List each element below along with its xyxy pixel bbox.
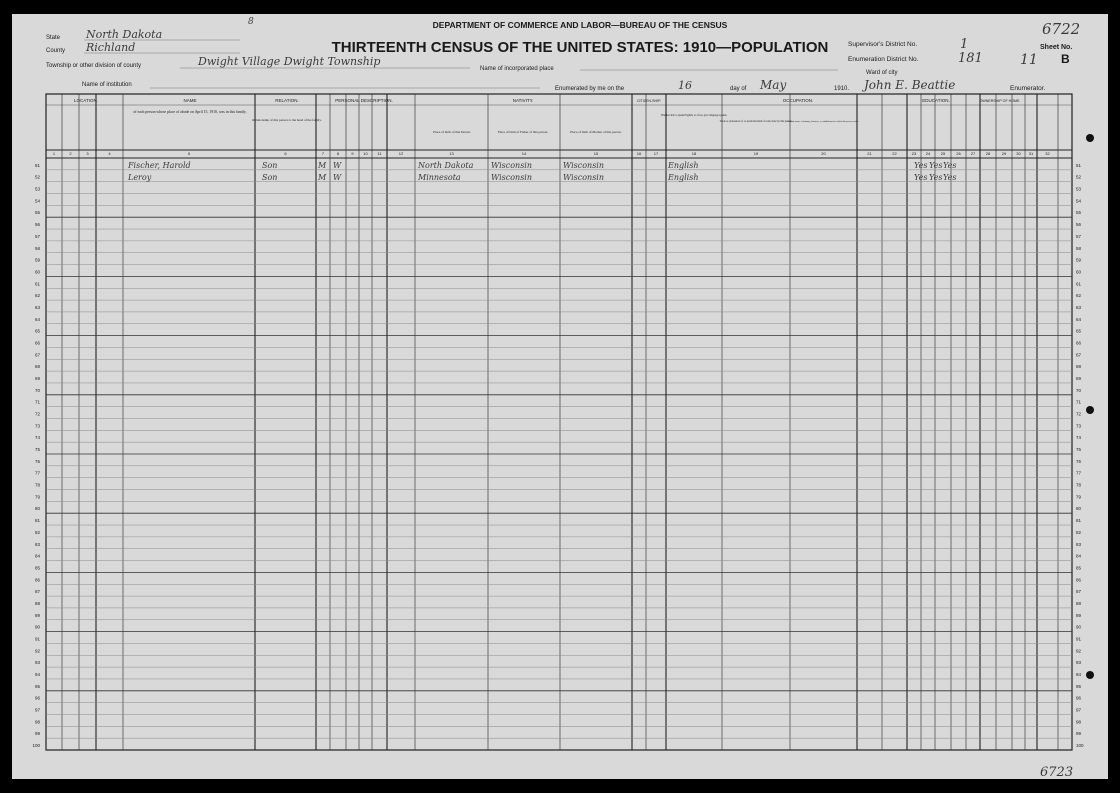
column-number: 25 — [940, 151, 946, 156]
row-number-right: 89 — [1076, 612, 1082, 618]
sheet-value: 11 — [1020, 52, 1038, 68]
department-title: DEPARTMENT OF COMMERCE AND LABOR—BUREAU OF THE CENSUS — [432, 20, 728, 30]
row-number-left: 64 — [34, 316, 40, 322]
row-number-right: 98 — [1076, 719, 1082, 725]
row-number-right: 93 — [1076, 660, 1082, 666]
row-number-left: 90 — [34, 624, 40, 630]
row-number-left: 59 — [34, 257, 40, 263]
row-number-left: 73 — [34, 423, 40, 429]
row-number-right: 52 — [1076, 174, 1082, 180]
supervisor-value: 1 — [960, 37, 969, 52]
row-number-left: 98 — [34, 719, 40, 725]
supervisor-label: Supervisor's District No. — [848, 41, 918, 48]
entry-mother-birthplace: Wisconsin — [563, 161, 605, 171]
entry-race: W — [333, 172, 342, 182]
row-number-left: 95 — [34, 683, 40, 689]
row-number-right: 84 — [1076, 553, 1082, 559]
row-number-left: 77 — [34, 470, 40, 476]
row-number-right: 96 — [1076, 695, 1082, 701]
entry-education-b: Yes — [929, 172, 943, 182]
row-number-left: 72 — [34, 411, 40, 417]
entry-language: English — [668, 161, 699, 171]
bottom-number: 6723 — [1040, 765, 1074, 780]
row-number-right: 77 — [1076, 470, 1082, 476]
row-number-right: 66 — [1076, 340, 1082, 346]
row-number-left: 88 — [34, 600, 40, 606]
column-number: 31 — [1028, 151, 1034, 156]
enumeration-value: 181 — [958, 51, 983, 66]
row-number-left: 92 — [34, 648, 40, 654]
row-number-right: 92 — [1076, 648, 1082, 654]
row-number-left: 70 — [34, 387, 40, 393]
row-number-right: 75 — [1076, 447, 1082, 453]
group-ownership: OWNERSHIP OF HOME. — [979, 99, 1021, 103]
row-number-right: 55 — [1076, 210, 1082, 216]
enumerated-day: 16 — [678, 79, 692, 92]
column-number: 20 — [821, 151, 826, 156]
month-value: May — [760, 78, 787, 92]
column-number: 4 — [108, 151, 111, 156]
row-number-right: 85 — [1076, 565, 1082, 571]
row-number-right: 65 — [1076, 328, 1082, 334]
entry-education-b: Yes — [929, 161, 943, 171]
group-personal: PERSONAL DESCRIPTION. — [335, 98, 393, 103]
row-number-right: 83 — [1076, 541, 1082, 547]
row-number-left: 54 — [34, 198, 40, 204]
column-number: 17 — [653, 151, 659, 156]
row-number-right: 76 — [1076, 458, 1082, 464]
row-number-left: 83 — [34, 541, 40, 547]
institution-label: Name of institution — [82, 82, 132, 88]
birth-father-column-desc: Place of birth of Father of this person. — [497, 130, 549, 134]
row-number-left: 79 — [34, 494, 40, 500]
row-number-left: 89 — [34, 612, 40, 618]
row-number-left: 56 — [34, 222, 40, 228]
corner-mark: 8 — [248, 17, 254, 27]
enumerator-name: John E. Beattie — [864, 78, 956, 92]
column-number: 23 — [911, 151, 917, 156]
row-number-left: 91 — [34, 636, 40, 642]
row-number-right: 53 — [1076, 186, 1082, 192]
row-number-left: 78 — [34, 482, 40, 488]
column-number: 10 — [363, 151, 368, 156]
row-number-right: 54 — [1076, 198, 1082, 204]
row-number-left: 96 — [34, 695, 40, 701]
group-occupation: OCCUPATION. — [782, 98, 814, 103]
entry-education-a: Yes — [914, 172, 928, 182]
row-number-right: 61 — [1076, 281, 1082, 287]
entry-education-a: Yes — [914, 161, 928, 171]
column-number: 11 — [377, 151, 382, 156]
township-label: Township or other division of county — [46, 63, 142, 69]
row-number-left: 76 — [34, 458, 40, 464]
row-number-left: 80 — [34, 506, 40, 512]
row-number-right: 79 — [1076, 494, 1082, 500]
column-number: 28 — [985, 151, 991, 156]
entry-birthplace: Minnesota — [418, 172, 461, 182]
row-number-right: 82 — [1076, 529, 1082, 535]
row-number-right: 59 — [1076, 257, 1082, 263]
row-number-right: 91 — [1076, 636, 1082, 642]
row-number-right: 63 — [1076, 304, 1082, 310]
row-number-right: 95 — [1076, 683, 1082, 689]
row-number-left: 99 — [34, 731, 40, 737]
entry-birthplace: North Dakota — [418, 161, 474, 171]
column-number: 15 — [593, 151, 599, 156]
corner-number: 6722 — [1042, 20, 1081, 38]
row-number-left: 75 — [34, 447, 40, 453]
column-number: 21 — [867, 151, 872, 156]
punch-hole-top — [1086, 134, 1094, 142]
column-number: 7 — [321, 151, 325, 156]
trade-column-desc: Trade or profession of, or particular kind of work done by this person. — [719, 120, 793, 123]
row-number-left: 87 — [34, 589, 40, 595]
row-number-left: 86 — [34, 577, 40, 583]
row-number-left: 66 — [34, 340, 40, 346]
column-number: 24 — [925, 151, 931, 156]
row-number-right: 72 — [1076, 411, 1082, 417]
row-number-left: 97 — [34, 707, 40, 713]
county-label: County — [46, 48, 66, 54]
column-number: 6 — [284, 151, 287, 156]
row-number-right: 99 — [1076, 731, 1082, 737]
entry-education-c: Yes — [943, 161, 957, 171]
row-number-left: 61 — [34, 281, 40, 287]
row-number-left: 82 — [34, 529, 40, 535]
row-number-right: 62 — [1076, 293, 1082, 299]
group-name: NAME — [183, 98, 197, 103]
incorporated-label: Name of incorporated place — [480, 66, 554, 72]
row-number-right: 78 — [1076, 482, 1082, 488]
column-number: 14 — [521, 151, 527, 156]
group-nativity: NATIVITY. — [512, 98, 534, 103]
row-number-left: 81 — [34, 518, 40, 524]
entry-mother-birthplace: Wisconsin — [563, 172, 605, 182]
row-number-right: 60 — [1076, 269, 1082, 275]
punch-hole-middle — [1086, 406, 1094, 414]
column-number: 12 — [398, 151, 404, 156]
row-number-left: 55 — [34, 210, 40, 216]
punch-hole-bottom — [1086, 671, 1094, 679]
row-number-right: 64 — [1076, 316, 1082, 322]
group-relation: RELATION. — [275, 98, 299, 103]
row-number-left: 93 — [34, 660, 40, 666]
row-number-left: 71 — [34, 399, 40, 405]
row-number-right: 58 — [1076, 245, 1082, 251]
township-value: Dwight Village Dwight Township — [198, 55, 381, 68]
group-citizenship: CITIZEN-SHIP. — [636, 99, 662, 103]
column-number: 22 — [892, 151, 897, 156]
row-number-left: 62 — [34, 293, 40, 299]
row-number-left: 60 — [34, 269, 40, 275]
entry-education-c: Yes — [943, 172, 957, 182]
row-number-right: 57 — [1076, 233, 1082, 239]
column-number: 9 — [351, 151, 354, 156]
row-number-right: 80 — [1076, 506, 1082, 512]
row-number-left: 84 — [34, 553, 40, 559]
name-column-desc: of each person whose place of abode on April 15, 1910, was in this family. — [133, 110, 247, 114]
row-number-right: 56 — [1076, 222, 1082, 228]
row-number-left: 67 — [34, 352, 40, 358]
language-column-desc: Whether able to speak English; or, if not, give language spoken. — [660, 114, 728, 117]
row-number-right: 87 — [1076, 589, 1082, 595]
birth-mother-column-desc: Place of birth of Mother of this person. — [570, 130, 622, 134]
entry-race: W — [333, 161, 342, 171]
column-number: 5 — [187, 151, 191, 156]
column-number: 29 — [1001, 151, 1007, 156]
row-number-left: 100 — [32, 743, 40, 749]
entry-name: Leroy — [128, 172, 152, 182]
column-number: 32 — [1045, 151, 1050, 156]
group-education: EDUCATION. — [922, 98, 950, 103]
column-number: 13 — [449, 151, 454, 156]
day-of-label: day of — [730, 86, 747, 92]
column-number: 16 — [636, 151, 642, 156]
row-number-left: 69 — [34, 376, 40, 381]
birth-person-column-desc: Place of birth of this Person. — [433, 130, 471, 134]
enumerator-label: Enumerator. — [1010, 85, 1046, 92]
row-number-left: 74 — [34, 435, 40, 441]
entry-sex: M — [318, 172, 327, 182]
column-number: 2 — [69, 151, 72, 156]
row-number-right: 67 — [1076, 352, 1082, 358]
entry-name: Fischer, Harold — [128, 161, 191, 171]
ward-label: Ward of city — [866, 70, 898, 76]
census-title: THIRTEENTH CENSUS OF THE UNITED STATES: 1910—POPULATION — [331, 39, 829, 56]
entry-father-birthplace: Wisconsin — [491, 172, 533, 182]
year-value: 1910. — [834, 86, 850, 92]
entry-relation: Son — [262, 161, 278, 171]
entry-language: English — [668, 172, 699, 182]
row-number-right: 97 — [1076, 707, 1082, 713]
column-number: 27 — [970, 151, 976, 156]
enumerated-label: Enumerated by me on the — [555, 86, 625, 92]
row-number-right: 94 — [1076, 672, 1082, 677]
row-number-right: 88 — [1076, 600, 1082, 606]
column-number: 30 — [1016, 151, 1021, 156]
entry-father-birthplace: Wisconsin — [491, 161, 533, 171]
row-number-left: 65 — [34, 328, 40, 334]
relation-column-desc: Relationship of this person to the head of the family. — [252, 118, 322, 122]
row-number-right: 100 — [1076, 743, 1084, 749]
column-number: 19 — [753, 151, 759, 156]
row-number-left: 85 — [34, 565, 40, 571]
column-number: 3 — [86, 151, 89, 156]
sheet-label: Sheet No. — [1040, 44, 1073, 51]
row-number-left: 57 — [34, 233, 40, 239]
row-number-left: 63 — [34, 304, 40, 310]
row-number-left: 52 — [34, 174, 40, 180]
entry-sex: M — [318, 161, 327, 171]
column-number: 8 — [336, 151, 340, 156]
column-number: 18 — [691, 151, 697, 156]
row-number-right: 90 — [1076, 624, 1082, 630]
row-number-right: 74 — [1076, 435, 1082, 441]
county-value: Richland — [86, 41, 136, 54]
state-value: North Dakota — [86, 28, 163, 41]
sheet-side: B — [1061, 52, 1070, 66]
row-number-left: 94 — [34, 672, 40, 677]
row-number-right: 69 — [1076, 376, 1082, 381]
row-number-left: 68 — [34, 364, 40, 370]
row-number-left: 51 — [34, 162, 40, 168]
row-number-right: 51 — [1076, 162, 1082, 168]
enumeration-label: Enumeration District No. — [848, 56, 919, 63]
row-number-left: 58 — [34, 245, 40, 251]
row-number-right: 81 — [1076, 518, 1082, 524]
row-number-left: 53 — [34, 186, 40, 192]
column-number: 26 — [956, 151, 961, 156]
entry-relation: Son — [262, 172, 278, 182]
row-number-right: 86 — [1076, 577, 1082, 583]
row-number-right: 73 — [1076, 423, 1082, 429]
group-location: LOCATION. — [74, 98, 98, 103]
row-number-right: 68 — [1076, 364, 1082, 370]
row-number-right: 70 — [1076, 387, 1082, 393]
state-label: State — [46, 35, 61, 41]
row-number-right: 71 — [1076, 399, 1082, 405]
industry-column-desc: General nature of industry, business, or establishment in which this person works. — [787, 121, 859, 123]
column-number: 1 — [52, 151, 56, 156]
